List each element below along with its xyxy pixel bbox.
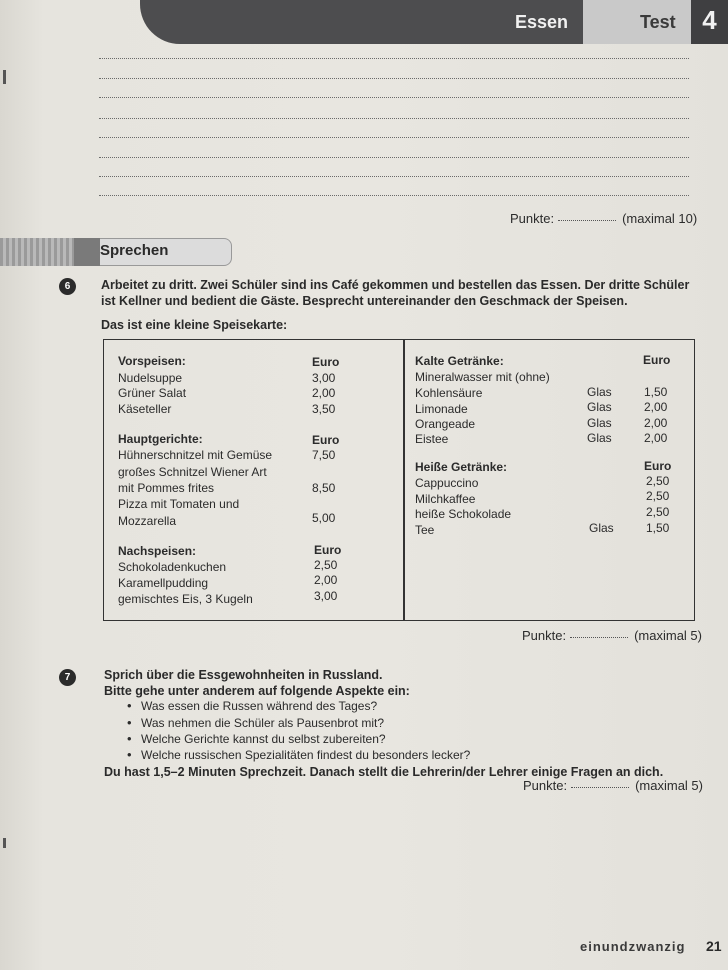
- score-max: (maximal 10): [622, 211, 698, 226]
- score-blank[interactable]: [570, 637, 628, 638]
- menu-item-name: Tee: [415, 523, 435, 537]
- margin-mark: [3, 838, 6, 848]
- menu-item-name: Grüner Salat: [118, 386, 187, 400]
- answer-line[interactable]: [99, 176, 689, 177]
- menu-item-price: 8,50: [312, 481, 336, 495]
- menu-item-name: Mineralwasser mit (ohne): [415, 370, 550, 384]
- menu-currency: Euro: [314, 543, 342, 557]
- answer-line[interactable]: [99, 195, 689, 196]
- menu-currency: Euro: [312, 433, 340, 447]
- margin-mark: [3, 70, 6, 84]
- menu-item-name: Hühnerschnitzel mit Gemüse: [118, 448, 273, 462]
- menu-heading-nachspeisen: Nachspeisen:: [118, 544, 197, 558]
- score-blank[interactable]: [558, 220, 616, 221]
- menu-item-unit: Glas: [587, 416, 612, 430]
- score-line-1: [510, 211, 697, 226]
- page-number: 21: [706, 938, 722, 954]
- menu-item-name: Pizza mit Tomaten und: [118, 497, 240, 511]
- score-label: Punkte:: [510, 211, 555, 226]
- menu-intro: Das ist eine kleine Speisekarte:: [101, 318, 288, 332]
- menu-item-price: 2,00: [644, 400, 668, 414]
- menu-currency: Euro: [312, 355, 340, 369]
- task6-instruction-line1: Arbeitet zu dritt. Zwei Schüler sind ins Café gekommen und bestellen das Essen. Der dritte Schüler: [101, 278, 690, 292]
- menu-item-price: 2,50: [646, 489, 670, 503]
- menu-item-name-cont: mit Pommes frites: [118, 481, 215, 495]
- menu-item-name: großes Schnitzel Wiener Art: [118, 465, 267, 479]
- aspect-bullet: • Was nehmen die Schüler als Pausenbrot mit?: [141, 716, 384, 730]
- menu-item-unit: Glas: [587, 431, 612, 445]
- menu-item-name: Orangeade: [415, 417, 476, 431]
- answer-line[interactable]: [99, 58, 689, 59]
- answer-line[interactable]: [99, 118, 689, 119]
- menu-item-name: Schokoladenkuchen: [118, 560, 227, 574]
- task7-title: Sprich über die Essgewohnheiten in Russland.: [104, 668, 383, 682]
- section-title: Sprechen: [100, 242, 169, 259]
- task7-closing: Du hast 1,5–2 Minuten Sprechzeit. Danach stellt die Lehrerin/der Lehrer einige Fragen an dich.: [104, 765, 664, 779]
- header-section-title: Essen: [515, 12, 569, 32]
- menu-item-unit: Glas: [589, 521, 614, 535]
- menu-item-unit: Glas: [587, 385, 612, 399]
- menu-item-price: 2,50: [314, 558, 338, 572]
- menu-item-price: 3,00: [314, 589, 338, 603]
- menu-item-price: 3,00: [312, 371, 336, 385]
- menu-item-name: Karamellpudding: [118, 576, 209, 590]
- page-number-word: einundzwanzig: [580, 939, 686, 954]
- page-header: [0, 0, 728, 44]
- menu-item-name: Käseteller: [118, 402, 172, 416]
- menu-item-name: heiße Schokolade: [415, 507, 512, 521]
- menu-item-price: 2,50: [646, 474, 670, 488]
- score-line-2: [522, 628, 702, 643]
- menu-item-price: 2,00: [644, 431, 668, 445]
- task-number-badge: 6: [59, 278, 76, 295]
- menu-item-price: 5,00: [312, 511, 336, 525]
- menu-item-name: Kohlensäure: [415, 386, 483, 400]
- menu-item-name-cont: Mozzarella: [118, 514, 177, 528]
- menu-item-name: Eistee: [415, 432, 449, 446]
- menu-item-price: 7,50: [312, 448, 336, 462]
- menu-heading-vorspeisen: Vorspeisen:: [118, 354, 186, 368]
- menu-item-name: gemischtes Eis, 3 Kugeln: [118, 592, 253, 606]
- score-max: (maximal 5): [634, 628, 702, 643]
- score-max: (maximal 5): [635, 778, 703, 793]
- menu-item-price: 1,50: [646, 521, 670, 535]
- task7-subtitle: Bitte gehe unter anderem auf folgende Aspekte ein:: [104, 684, 410, 698]
- header-test-label: Test: [640, 12, 676, 32]
- menu-heading-heisse-getraenke: Heiße Getränke:: [415, 460, 508, 474]
- menu-item-price: 2,00: [314, 573, 338, 587]
- menu-heading-kalte-getraenke: Kalte Getränke:: [415, 354, 504, 368]
- header-test-number: 4: [702, 5, 717, 35]
- menu-item-name: Nudelsuppe: [118, 371, 183, 385]
- menu-item-price: 2,50: [646, 505, 670, 519]
- menu-item-price: 2,00: [644, 416, 668, 430]
- aspect-bullet: • Was essen die Russen während des Tages?: [141, 699, 377, 713]
- answer-line[interactable]: [99, 97, 689, 98]
- menu-item-price: 3,50: [312, 402, 336, 416]
- aspect-bullet: • Welche Gerichte kannst du selbst zubereiten?: [141, 732, 386, 746]
- answer-line[interactable]: [99, 137, 689, 138]
- aspect-bullet: • Welche russischen Spezialitäten findest du besonders lecker?: [141, 748, 470, 762]
- answer-line[interactable]: [99, 78, 689, 79]
- menu-item-name: Limonade: [415, 402, 468, 416]
- menu-currency: Euro: [643, 353, 671, 367]
- score-label: Punkte:: [523, 778, 568, 793]
- menu-currency: Euro: [644, 459, 672, 473]
- score-label: Punkte:: [522, 628, 567, 643]
- answer-line[interactable]: [99, 157, 689, 158]
- menu-divider: [403, 339, 405, 621]
- score-blank[interactable]: [571, 787, 629, 788]
- menu-item-price: 1,50: [644, 385, 668, 399]
- menu-item-unit: Glas: [587, 400, 612, 414]
- menu-item-price: 2,00: [312, 386, 336, 400]
- score-line-3: [523, 778, 703, 793]
- menu-heading-hauptgerichte: Hauptgerichte:: [118, 432, 203, 446]
- menu-item-name: Cappuccino: [415, 476, 479, 490]
- task-number-badge: 7: [59, 669, 76, 686]
- task6-instruction-line2: ist Kellner und bedient die Gäste. Besprecht untereinander den Geschmack der Speisen.: [101, 294, 628, 308]
- section-tab-edge: [74, 238, 100, 266]
- menu-item-name: Milchkaffee: [415, 492, 476, 506]
